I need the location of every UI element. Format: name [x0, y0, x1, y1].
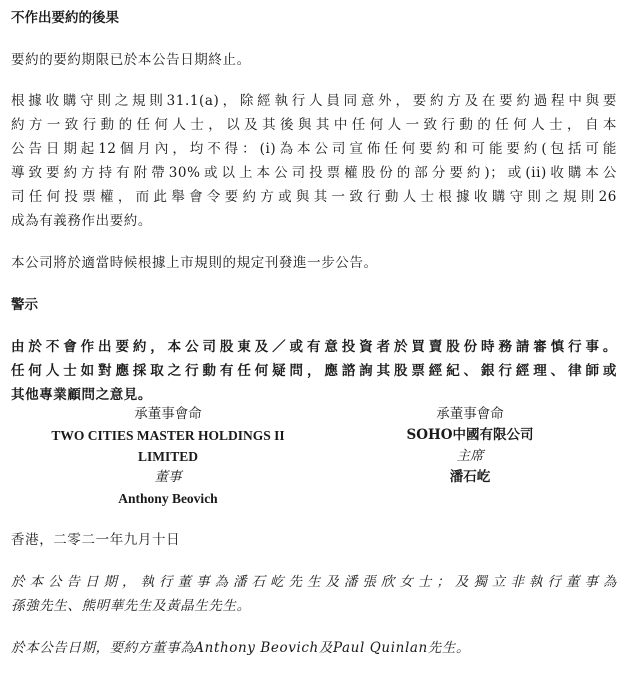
company-name: TWO CITIES MASTER HOLDINGS II [51, 428, 285, 443]
signature-block-company [355, 404, 585, 488]
signatory-name: Anthony Beovich [118, 491, 218, 506]
by-order-label: 承董事會命 [436, 406, 504, 422]
paragraph-line: 公告日期起12個月內，均不得：(i)為本公司宣佈任何要約和可能要約(包括可能 [11, 141, 617, 157]
company-name-continued: LIMITED [137, 449, 198, 464]
paragraph-line: 由於不會作出要約，本公司股東及／或有意投資者於買賣股份時務請審慎行事。 [11, 339, 617, 355]
by-order-label: 承董事會命 [134, 406, 202, 422]
paragraph-line: 其他專業顧問之意見。 [11, 387, 152, 403]
paragraph-line: 約方一致行動的任何人士，以及其後與其中任何人一致行動的任何人士，自本 [11, 117, 617, 133]
paragraph-line: 導致要約方持有附帶30%或以上本公司投票權股份的部分要約)；或(ii)收購本公 [11, 165, 617, 181]
offeror-directors-note: 於本公告日期，要約方董事為Anthony Beovich及Paul Quinlan先生。 [11, 640, 471, 656]
paragraph-line: 成為有義務作出要約。 [11, 213, 152, 229]
signatory-title: 董事 [154, 469, 182, 485]
paragraph-line: 任何人士如對應採取之行動有任何疑問，應諮詢其股票經紀、銀行經理、律師或 [11, 363, 617, 379]
consequences-heading: 不作出要約的後果 [11, 10, 119, 26]
further-announcement-paragraph: 本公司將於適當時候根據上市規則的規定刊發進一步公告。 [11, 255, 378, 271]
company-name: SOHO中國有限公司 [406, 427, 534, 443]
paragraph-line: 於本公告日期，執行董事為潘石屹先生及潘張欣女士；及獨立非執行董事為 [11, 574, 617, 590]
signatory-title: 主席 [456, 448, 484, 464]
date-line: 香港，二零二一年九月十日 [11, 532, 181, 548]
paragraph-line: 司任何投票權，而此舉會令要約方或與其一致行動人士根據收購守則之規則26 [11, 189, 617, 205]
warning-heading: 警示 [11, 297, 38, 313]
paragraph-line: 孫強先生、熊明華先生及黃晶生先生。 [11, 598, 251, 614]
signature-block-offeror [18, 404, 318, 509]
signatory-name: 潘石屹 [449, 469, 491, 485]
offer-period-paragraph: 要約的要約期限已於本公告日期終止。 [11, 52, 251, 68]
paragraph-line: 根據收購守則之規則31.1(a)，除經執行人員同意外，要約方及在要約過程中與要 [11, 93, 617, 109]
